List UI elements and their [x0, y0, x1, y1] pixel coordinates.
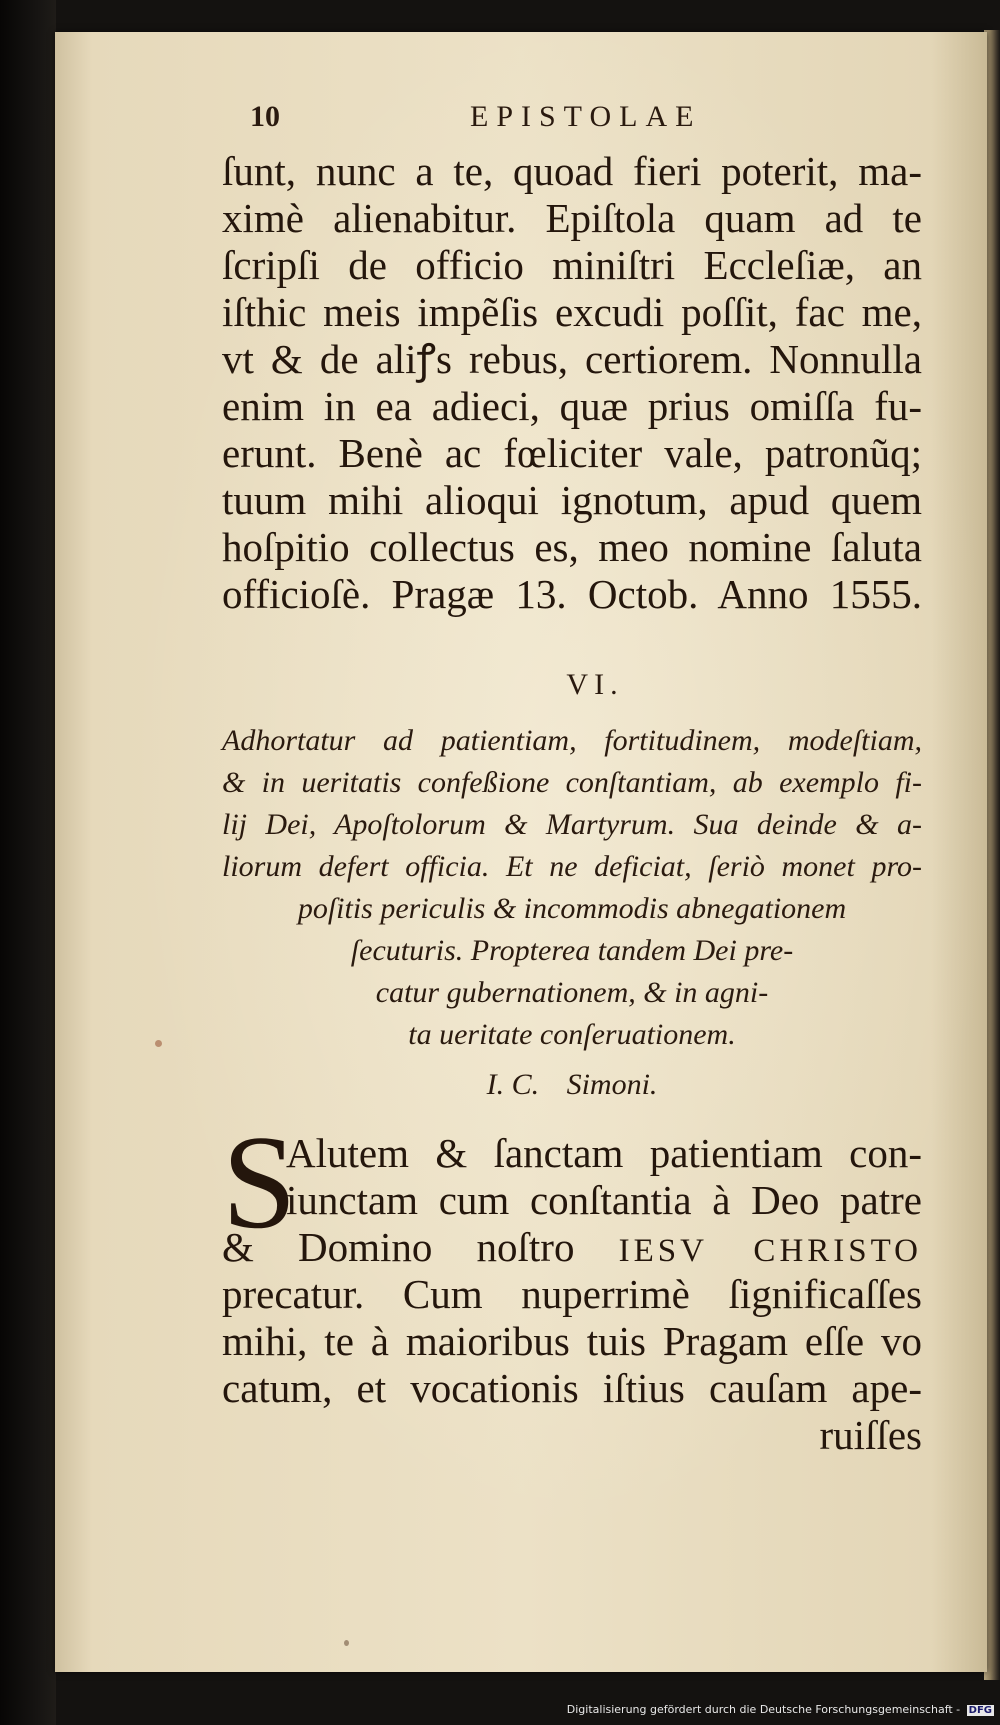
text-line: Alutem & ſanctam patientiam con-: [286, 1130, 922, 1176]
text-line: vt & de aliꝭs rebus, certiorem. Nonnulla: [222, 336, 922, 382]
summary-line: Adhortatur ad patientiam, fortitudinem, modeſtiam,: [222, 724, 922, 757]
drop-cap: S: [222, 1108, 297, 1256]
summary-line: & in ueritatis confeßione conſtantiam, ab exemplo fi-: [222, 766, 922, 799]
stain-mark: [344, 1640, 349, 1646]
addressee-initials: I. C.: [486, 1068, 540, 1101]
stain-mark: [155, 1040, 162, 1047]
text-line: catum, et vocationis iſtius cauſam ape-: [222, 1365, 922, 1411]
text-line: erunt. Benè ac fœliciter vale, patronũq;: [222, 430, 922, 476]
body-text-bottom: [222, 1130, 922, 1459]
scan-left-margin: [0, 0, 56, 1725]
text-line: officioſè. Pragæ 13. Octob. Anno 1555.: [222, 571, 922, 617]
summary-line: ta ueritate conſeruationem.: [408, 1018, 736, 1051]
running-title: EPISTOLAE: [470, 100, 702, 133]
summary-line: catur gubernationem, & in agni-: [375, 976, 769, 1009]
text-line: iſthic meis impẽſis excudi poſſit, fac me,: [222, 289, 922, 335]
addressee: [222, 1068, 922, 1102]
text-line: ſunt, nunc a te, quoad fieri poterit, ma-: [222, 148, 922, 194]
text-run: & Domino noſtro: [222, 1224, 575, 1270]
summary-line: lij Dei, Apoſtolorum & Martyrum. Sua deinde & a-: [222, 808, 922, 841]
catchword: ruiſſes: [819, 1412, 922, 1458]
page-number: 10: [250, 100, 280, 133]
text-line: [222, 1224, 922, 1271]
letter-number: VI.: [566, 668, 624, 701]
text-line: iunctam cum conſtantia à Deo patre: [286, 1177, 922, 1223]
letter-summary: [222, 720, 922, 1056]
footer-credit: [567, 1703, 994, 1716]
text-line: precatur. Cum nuperrimè ſignificaſſes: [222, 1271, 922, 1317]
text-line: ximè alienabitur. Epiſtola quam ad te: [222, 195, 922, 241]
body-text-top: [222, 148, 922, 618]
addressee-name: Simoni.: [566, 1068, 658, 1101]
text-line: mihi, te à maioribus tuis Pragam eſſe vo: [222, 1318, 922, 1364]
summary-line: poſitis periculis & incommodis abnegationem: [297, 892, 847, 925]
text-line: enim in ea adieci, quæ prius omiſſa fu-: [222, 383, 922, 429]
text-line: tuum mihi alioqui ignotum, apud quem: [222, 477, 922, 523]
summary-line: liorum defert officia. Et ne deficiat, ſeriò monet pro-: [222, 850, 922, 883]
text-line: hoſpitio collectus es, meo nomine ſaluta: [222, 524, 922, 570]
dfg-logo: DFG: [968, 1705, 992, 1716]
text-line: ſcripſi de officio miniſtri Eccleſiæ, an: [222, 242, 922, 288]
summary-line: ſecuturis. Propterea tandem Dei pre-: [350, 934, 794, 967]
footer-credit-text: Digitalisierung gefördert durch die Deutsche Forschungsgemeinschaft -: [566, 1703, 961, 1716]
name-smallcaps: IESV CHRISTO: [618, 1233, 923, 1269]
page-header: [250, 100, 770, 140]
